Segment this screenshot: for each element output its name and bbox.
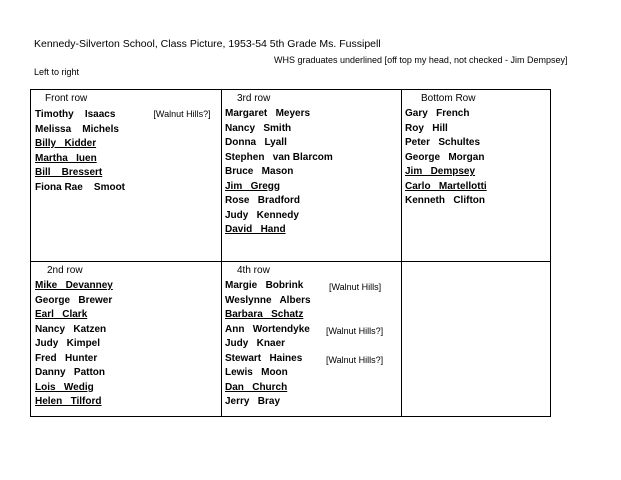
fourth-row-names (225, 279, 397, 410)
student-name (225, 180, 397, 195)
second-row-cell (35, 265, 217, 410)
student-name (35, 308, 217, 323)
bottom-row-names (405, 107, 549, 209)
bottom-row-cell (405, 93, 549, 209)
student-name (225, 366, 397, 381)
student-name (225, 308, 397, 323)
student-name (35, 152, 217, 167)
third-row-heading: 3rd row (237, 93, 271, 104)
student-name (35, 366, 217, 381)
student-name (225, 279, 397, 294)
front-row-names (35, 107, 217, 195)
student-name (225, 323, 397, 338)
student-name (225, 209, 397, 224)
student-name-text: Rose Bradford (225, 195, 301, 206)
bottom-row-heading: Bottom Row (421, 93, 476, 104)
student-name-text: Nancy Smith (225, 122, 292, 134)
student-name (405, 151, 549, 166)
student-name (405, 136, 549, 151)
student-name (35, 181, 217, 196)
underline-note: WHS graduates underlined [off top my head, not checked - Jim Dempsey] (274, 55, 568, 65)
student-name-text: Dan Church (225, 381, 288, 393)
student-name (35, 107, 217, 123)
student-name-text: Kenneth Clifton (405, 195, 485, 206)
student-name-text: Gary French (405, 108, 470, 119)
second-row-heading: 2nd row (47, 265, 83, 276)
student-name (225, 223, 397, 238)
student-name-text: Carlo Martellotti (405, 180, 487, 192)
fourth-row-cell (225, 265, 397, 410)
student-name-text: Danny Patton (35, 367, 106, 378)
student-name-text: David Hand (225, 224, 286, 235)
student-name (405, 180, 549, 195)
student-name (405, 165, 549, 180)
student-name (35, 279, 217, 294)
student-name-text: Judy Knaer (225, 338, 286, 349)
school-tag: [Walnut Hills?] (153, 109, 211, 119)
student-name (35, 123, 217, 138)
student-name-text: Helen Tilford (35, 396, 102, 407)
student-name-text: Bruce Mason (225, 166, 294, 177)
front-row-heading: Front row (45, 93, 88, 104)
student-name (225, 381, 397, 396)
student-name (35, 137, 217, 152)
student-name-text: Timothy Isaacs (35, 109, 116, 120)
student-name (225, 294, 397, 309)
student-name (35, 166, 217, 181)
student-name-text: George Brewer (35, 294, 113, 306)
school-tag: [Walnut Hills?] (326, 354, 384, 365)
student-name-text: Jerry Bray (225, 396, 281, 407)
student-name-text: Margie Bobrink (225, 280, 304, 291)
school-tag: [Walnut Hills] (329, 282, 382, 292)
row-divider (31, 261, 550, 262)
student-name-text: Jim Gregg (225, 180, 281, 192)
student-name (225, 165, 397, 180)
student-name (35, 337, 217, 352)
class-roster-table (30, 89, 551, 417)
student-name-text: Barbara Schatz (225, 309, 304, 320)
column-divider (221, 90, 222, 416)
student-name-text: Lois Wedig (35, 381, 94, 393)
student-name (225, 136, 397, 151)
fourth-row-heading: 4th row (237, 265, 270, 276)
column-divider (401, 90, 402, 416)
document-title: Kennedy-Silverton School, Class Picture, 1953-54 5th Grade Ms. Fussipell (34, 38, 381, 50)
order-note: Left to right (34, 67, 80, 77)
student-name-text: Bill Bressert (35, 167, 103, 178)
student-name-text: Martha Iuen (35, 152, 97, 164)
third-row-names (225, 107, 397, 238)
student-name (225, 352, 397, 367)
student-name-text: Billy Kidder (35, 138, 97, 149)
student-name (225, 107, 397, 122)
student-name-text: Lewis Moon (225, 367, 288, 378)
school-tag: [Walnut Hills?] (326, 325, 384, 336)
student-name-text: Roy Hill (405, 122, 448, 134)
student-name (225, 122, 397, 137)
student-name-text: Donna Lyall (225, 137, 287, 148)
student-name-text: Mike Devanney (35, 280, 113, 291)
student-name (225, 337, 397, 352)
third-row-cell (225, 93, 397, 238)
student-name (405, 122, 549, 137)
student-name (225, 395, 397, 410)
student-name (225, 151, 397, 166)
student-name-text: Nancy Katzen (35, 323, 107, 335)
student-name-text: Judy Kennedy (225, 209, 299, 221)
student-name-text: Weslynne Albers (225, 294, 311, 306)
student-name (35, 323, 217, 338)
student-name-text: Jim Dempsey (405, 166, 476, 177)
student-name-text: Fiona Rae Smoot (35, 181, 126, 193)
student-name-text: Stewart Haines (225, 352, 303, 364)
student-name (405, 194, 549, 209)
student-name-text: Stephen van Blarcom (225, 151, 333, 163)
student-name (35, 381, 217, 396)
student-name (35, 395, 217, 410)
student-name-text: George Morgan (405, 151, 485, 163)
student-name (35, 294, 217, 309)
front-row-cell (35, 93, 217, 195)
student-name-text: Earl Clark (35, 309, 88, 320)
student-name (225, 194, 397, 209)
student-name-text: Peter Schultes (405, 137, 481, 148)
second-row-names (35, 279, 217, 410)
student-name-text: Melissa Michels (35, 123, 119, 135)
student-name-text: Margaret Meyers (225, 108, 311, 119)
student-name (405, 107, 549, 122)
student-name (35, 352, 217, 367)
student-name-text: Fred Hunter (35, 352, 98, 364)
student-name-text: Ann Wortendyke (225, 323, 310, 335)
student-name-text: Judy Kimpel (35, 338, 101, 349)
